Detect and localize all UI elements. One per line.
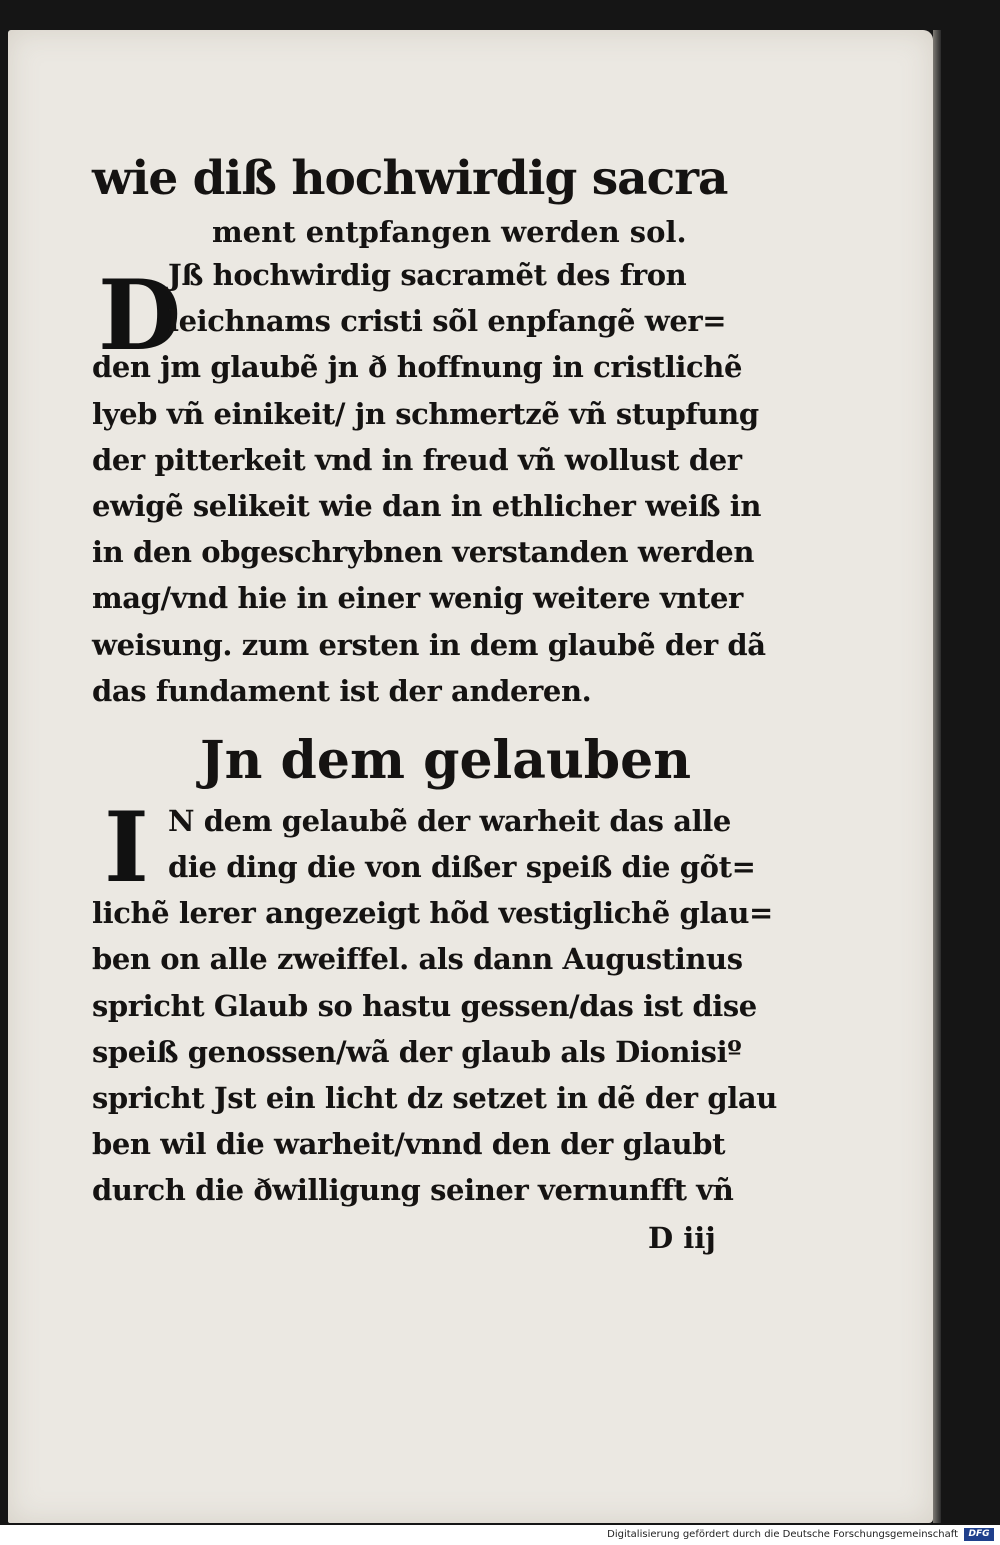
text-line: weisung. zum ersten in dem glaubẽ der dã (92, 627, 766, 662)
text-line: spricht Jst ein licht dz setzet in dẽ der glau (92, 1081, 777, 1115)
text-line: die ding die von dißer speiß die gõt= (168, 850, 756, 885)
funding-credit: Digitalisierung gefördert durch die Deutsche Forschungsgemeinschaft (607, 1529, 958, 1540)
text-line: der pitterkeit vnd in freud vñ wollust der (92, 442, 742, 477)
section2-text (92, 791, 792, 1214)
text-line: mag/vnd hie in einer wenig weitere vnter (92, 581, 743, 616)
initial-letter-d: D (98, 259, 182, 372)
text-line: den jm glaubẽ jn ð hoffnung in cristlichẽ (92, 350, 742, 385)
text-line: ewigẽ selikeit wie dan in ethlicher weiß in (92, 488, 762, 523)
text-line: lichẽ lerer angezeigt hõd vestiglichẽ glau= (92, 896, 773, 931)
text-line: leichnams cristi sõl enpfangẽ wer= (168, 304, 727, 339)
text-line: in den obgeschrybnen verstanden werden (92, 535, 755, 570)
page-fore-edge (933, 30, 941, 1523)
text-block (92, 150, 792, 1258)
section1-text (92, 252, 792, 714)
text-line: das fundament ist der anderen. (92, 673, 592, 708)
initial-letter-i: I (104, 791, 149, 904)
text-line: spricht Glaub so hastu gessen/das ist dise (92, 988, 757, 1023)
text-line: durch die ðwilligung seiner vernunfft vñ (92, 1173, 734, 1208)
text-line: ben wil die warheit/vnnd den der glaubt (92, 1127, 726, 1162)
text-line: speiß genossen/wã der glaub als Dionisiº (92, 1034, 742, 1069)
chapter-heading-continuation: ment entpfangen werden sol. (212, 215, 687, 249)
text-line: ben on alle zweiffel. als dann Augustinus (92, 942, 743, 977)
text-line: Jß hochwirdig sacramẽt des fron (168, 258, 687, 292)
section-heading: Jn dem gelauben (200, 729, 692, 791)
dfg-logo: DFG (964, 1528, 994, 1541)
signature-mark: D iij (648, 1220, 716, 1255)
text-line: lyeb vñ einikeit/ jn schmertzẽ vñ stupfung (92, 396, 759, 431)
text-line: N dem gelaubẽ der warheit das alle (168, 803, 731, 838)
chapter-heading: wie diß hochwirdig sacra (92, 151, 728, 206)
